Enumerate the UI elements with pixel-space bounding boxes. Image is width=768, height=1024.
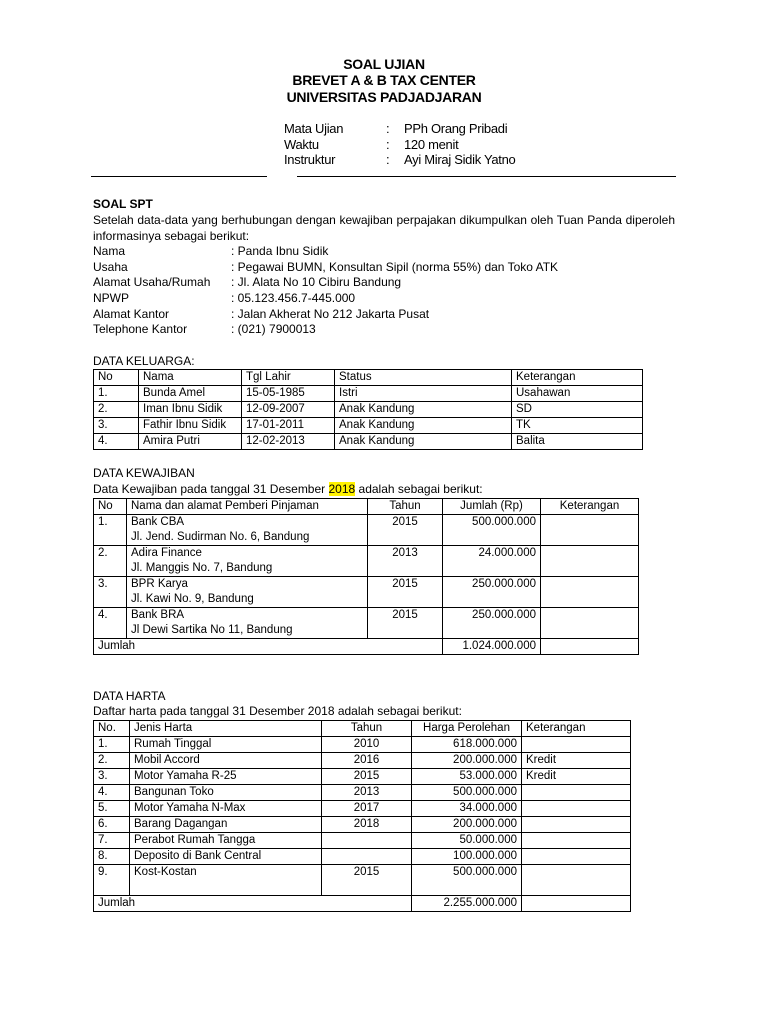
cell: 2015 (368, 608, 443, 639)
table-row (94, 769, 631, 785)
meta-value: Ayi Miraj Sidik Yatno (404, 152, 516, 167)
info-value: : 05.123.456.7-445.000 (231, 291, 356, 306)
table-row (94, 785, 631, 801)
cell: Istri (335, 386, 512, 402)
cell: 9. (94, 865, 130, 896)
taxpayer-info (93, 244, 673, 338)
cell: Barang Dagangan (130, 817, 322, 833)
cell (541, 577, 639, 608)
cell: 1. (94, 386, 139, 402)
cell: Anak Kandung (335, 402, 512, 418)
cell: 4. (94, 608, 127, 639)
column-header: Tahun (368, 499, 443, 515)
table-row (94, 577, 639, 608)
cell: 15-05-1985 (242, 386, 335, 402)
cell (522, 896, 631, 912)
column-header: No (94, 499, 127, 515)
cell: 250.000.000 (443, 608, 541, 639)
exam-org: BREVET A & B TAX CENTER (292, 72, 476, 88)
cell (522, 865, 631, 896)
info-row (93, 260, 673, 276)
family-table (93, 369, 643, 450)
cell: Anak Kandung (335, 418, 512, 434)
cell (522, 785, 631, 801)
cell: 2. (94, 753, 130, 769)
table-row (94, 753, 631, 769)
lender-name: Bank BRA (131, 609, 185, 621)
cell: 500.000.000 (443, 515, 541, 546)
total-label: Jumlah (94, 896, 412, 912)
cell: Kredit (522, 769, 631, 785)
meta-row-instructor (284, 152, 584, 168)
lender-address: Jl. Manggis No. 7, Bandung (131, 562, 273, 574)
cell: 8. (94, 849, 130, 865)
meta-colon: : (386, 121, 390, 136)
cell (127, 546, 368, 577)
cell: Usahawan (512, 386, 643, 402)
table-row (94, 865, 631, 896)
cell: Motor Yamaha R-25 (130, 769, 322, 785)
exam-university: UNIVERSITAS PADJADJARAN (286, 89, 482, 105)
meta-label: Waktu (284, 136, 319, 152)
lender-address: Jl. Kawi No. 9, Bandung (131, 593, 254, 605)
cell (322, 849, 412, 865)
assets-heading: DATA HARTA (93, 689, 166, 703)
info-label: Telephone Kantor (93, 322, 188, 337)
cell: 3. (94, 577, 127, 608)
info-label: Nama (93, 244, 126, 258)
info-value: : Pegawai BUMN, Konsultan Sipil (norma 55%) dan Toko ATK (231, 259, 559, 274)
meta-value: PPh Orang Pribadi (404, 121, 508, 136)
lender-address: Jl Dewi Sartika No 11, Bandung (131, 624, 293, 636)
cell (522, 801, 631, 817)
highlighted-year: 2018 (328, 482, 356, 496)
meta-colon: : (386, 136, 390, 152)
table-row (94, 737, 631, 753)
cell (522, 833, 631, 849)
cell: 2015 (368, 515, 443, 546)
table-row (94, 546, 639, 577)
column-header: Nama (139, 370, 242, 386)
total-value: 1.024.000.000 (443, 639, 541, 655)
cell: 2017 (322, 801, 412, 817)
cell: 12-09-2007 (242, 402, 335, 418)
lender-name: Bank CBA (131, 516, 185, 528)
cell: Mobil Accord (130, 753, 322, 769)
info-label: Alamat Usaha/Rumah (93, 275, 211, 290)
column-header: Keterangan (541, 499, 639, 515)
table-header-row (94, 499, 639, 515)
table-row (94, 402, 643, 418)
cell: 1. (94, 515, 127, 546)
cell: 7. (94, 833, 130, 849)
cell: 500.000.000 (412, 785, 522, 801)
info-row (93, 275, 673, 291)
cell: 500.000.000 (412, 865, 522, 896)
total-value: 2.255.000.000 (412, 896, 522, 912)
cell: Bangunan Toko (130, 785, 322, 801)
cell: 250.000.000 (443, 577, 541, 608)
table-row (94, 849, 631, 865)
info-value: : (021) 7900013 (231, 322, 316, 337)
column-header: Jenis Harta (130, 721, 322, 737)
cell (322, 833, 412, 849)
info-label: NPWP (93, 291, 129, 306)
cell (541, 608, 639, 639)
family-heading: DATA KELUARGA: (93, 354, 195, 368)
cell: Rumah Tinggal (130, 737, 322, 753)
column-header: Status (335, 370, 512, 386)
info-row (93, 322, 673, 338)
cell: Iman Ibnu Sidik (139, 402, 242, 418)
cell: 200.000.000 (412, 753, 522, 769)
cell: 1. (94, 737, 130, 753)
column-header: Harga Perolehan (412, 721, 522, 737)
cell: TK (512, 418, 643, 434)
table-row (94, 418, 643, 434)
table-row (94, 801, 631, 817)
total-row (94, 639, 639, 655)
exam-meta (284, 121, 584, 168)
table-row (94, 386, 643, 402)
lender-name: Adira Finance (131, 547, 202, 559)
cell (541, 639, 639, 655)
table-header-row (94, 721, 631, 737)
liabilities-heading: DATA KEWAJIBAN (93, 466, 195, 480)
cell (522, 849, 631, 865)
header-divider-left (91, 176, 267, 177)
cell: Kredit (522, 753, 631, 769)
table-row (94, 515, 639, 546)
cell: 2015 (322, 865, 412, 896)
cell: Fathir Ibnu Sidik (139, 418, 242, 434)
column-header: Jumlah (Rp) (443, 499, 541, 515)
cell: 2015 (368, 577, 443, 608)
total-label: Jumlah (94, 639, 443, 655)
liabilities-intro-post: adalah sebagai berikut: (355, 482, 483, 496)
cell (522, 817, 631, 833)
cell: Kost-Kostan (130, 865, 322, 896)
meta-label: Mata Ujian (284, 121, 344, 136)
cell: SD (512, 402, 643, 418)
cell: 200.000.000 (412, 817, 522, 833)
liabilities-intro (93, 482, 483, 496)
meta-row-subject (284, 121, 584, 137)
cell: 50.000.000 (412, 833, 522, 849)
cell: 2010 (322, 737, 412, 753)
info-label: Alamat Kantor (93, 306, 170, 321)
lender-name: BPR Karya (131, 578, 188, 590)
cell: Perabot Rumah Tangga (130, 833, 322, 849)
cell: Balita (512, 434, 643, 450)
cell: 618.000.000 (412, 737, 522, 753)
cell: 2018 (322, 817, 412, 833)
meta-label: Instruktur (284, 152, 336, 167)
spt-intro: Setelah data-data yang berhubungan dengan kewajiban perpajakan dikumpulkan oleh Tuan Panda diperoleh informasinya sebagai berikut: (93, 213, 675, 243)
cell: 4. (94, 785, 130, 801)
column-header: Keterangan (512, 370, 643, 386)
total-row (94, 896, 631, 912)
table-row (94, 817, 631, 833)
cell: 2013 (368, 546, 443, 577)
table-row (94, 608, 639, 639)
lender-address: Jl. Jend. Sudirman No. 6, Bandung (131, 531, 310, 543)
info-value: : Jl. Alata No 10 Cibiru Bandung (231, 275, 402, 290)
table-header-row (94, 370, 643, 386)
cell: Motor Yamaha N-Max (130, 801, 322, 817)
cell: 2015 (322, 769, 412, 785)
info-label: Usaha (93, 259, 128, 274)
cell: Anak Kandung (335, 434, 512, 450)
cell: 24.000.000 (443, 546, 541, 577)
cell (127, 515, 368, 546)
liabilities-intro-pre: Data Kewajiban pada tanggal 31 Desember (93, 482, 329, 496)
meta-value: 120 menit (404, 136, 459, 152)
info-row (93, 244, 673, 260)
header-divider-right (297, 176, 676, 177)
cell: 17-01-2011 (242, 418, 335, 434)
exam-title: SOAL UJIAN (343, 56, 425, 72)
table-row (94, 833, 631, 849)
cell: 6. (94, 817, 130, 833)
cell: Amira Putri (139, 434, 242, 450)
cell: 53.000.000 (412, 769, 522, 785)
column-header: Tgl Lahir (242, 370, 335, 386)
cell: 4. (94, 434, 139, 450)
cell: 3. (94, 769, 130, 785)
assets-table (93, 720, 631, 912)
meta-row-duration (284, 137, 584, 153)
cell: 2. (94, 546, 127, 577)
spt-heading: SOAL SPT (93, 197, 153, 211)
cell: 3. (94, 418, 139, 434)
column-header: No (94, 370, 139, 386)
cell: 2. (94, 402, 139, 418)
info-value: : Panda Ibnu Sidik (231, 244, 329, 258)
cell: Deposito di Bank Central (130, 849, 322, 865)
cell: 2013 (322, 785, 412, 801)
cell: 100.000.000 (412, 849, 522, 865)
cell (127, 577, 368, 608)
cell (541, 546, 639, 577)
info-row (93, 307, 673, 323)
column-header: Nama dan alamat Pemberi Pinjaman (127, 499, 368, 515)
table-row (94, 434, 643, 450)
meta-colon: : (386, 152, 390, 167)
cell: 2016 (322, 753, 412, 769)
cell: Bunda Amel (139, 386, 242, 402)
cell: 12-02-2013 (242, 434, 335, 450)
column-header: Tahun (322, 721, 412, 737)
info-row (93, 291, 673, 307)
assets-intro: Daftar harta pada tanggal 31 Desember 2018 adalah sebagai berikut: (93, 704, 462, 718)
cell (541, 515, 639, 546)
cell (127, 608, 368, 639)
column-header: No. (94, 721, 130, 737)
cell: 34.000.000 (412, 801, 522, 817)
liabilities-table (93, 498, 639, 655)
cell (522, 737, 631, 753)
column-header: Keterangan (522, 721, 631, 737)
cell: 5. (94, 801, 130, 817)
info-value: : Jalan Akherat No 212 Jakarta Pusat (231, 306, 430, 321)
